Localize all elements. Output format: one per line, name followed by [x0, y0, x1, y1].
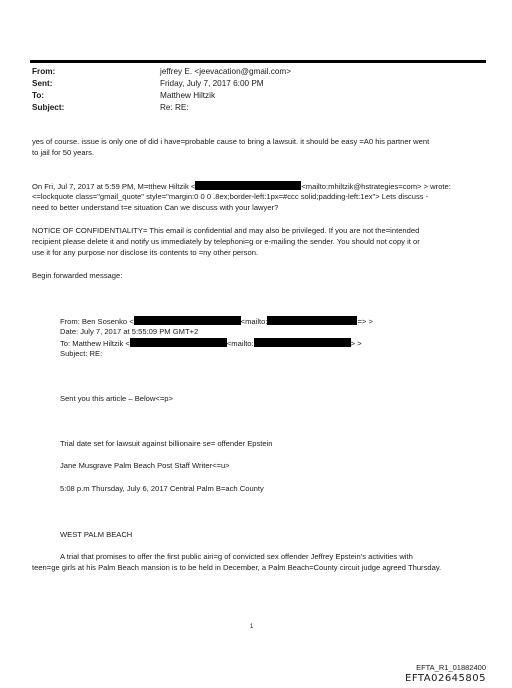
redaction-block	[254, 338, 351, 347]
sent-article-line: Sent you this article – Below<=p>	[60, 394, 173, 403]
article-para-line-1: A trial that promises to offer the first public airi=g of convicted sex offender Jeffrey Epstein's activities with	[60, 552, 413, 561]
redaction-block	[267, 316, 357, 325]
begin-forwarded: Begin forwarded message:	[32, 271, 123, 280]
article-location: WEST PALM BEACH	[60, 530, 133, 539]
notice-line-3: use it for any purpose nor disclose its contents to =ny other person.	[32, 248, 259, 257]
redaction-block	[134, 316, 241, 325]
document-id: EFTA_R1_01882400	[416, 663, 486, 672]
article-para-line-2: teen=ge girls at his Palm Beach mansion is to be held in December, a Palm Beach=County circuit judge agreed Thursday.	[32, 563, 442, 572]
redaction-block	[195, 181, 301, 190]
subject-value: Re: RE:	[160, 103, 189, 112]
fwd-from-start: From: Ben Sosenko <	[60, 317, 134, 326]
sent-value: Friday, July 7, 2017 6:00 PM	[160, 79, 264, 88]
redaction-block	[130, 338, 227, 347]
quote-line-1	[32, 181, 451, 193]
quote-line-1-end: <mailto:mhiltzik@hstrategies=com> > wrote:	[301, 182, 451, 191]
article-dateline: 5:08 p.m Thursday, July 6, 2017 Central Palm B=ach County	[60, 484, 264, 493]
fwd-subject-line: Subject: RE:	[60, 349, 103, 358]
fwd-from-line	[60, 316, 373, 328]
quote-line-2: <=lockquote class="gmail_quote" style="margin:0 0 0 .8ex;border-left:1px=#ccc solid;padding-left:1ex"> Lets discuss -	[32, 192, 429, 201]
page-number: 1	[250, 624, 254, 630]
subject-label: Subject:	[32, 103, 65, 112]
article-byline: Jane Musgrave Palm Beach Post Staff Writer<=u>	[60, 461, 230, 470]
fwd-from-mailto: <mailto:	[240, 317, 268, 326]
article-title: Trial date set for lawsuit against billionaire se= offender Epstein	[60, 439, 273, 448]
notice-line-1: NOTICE OF CONFIDENTIALITY= This email is confidential and may also be privileged. If you are not the=intended	[32, 226, 420, 235]
sent-label: Sent:	[32, 79, 53, 88]
from-value: jeffrey E. <jeevacation@gmail.com>	[160, 67, 292, 76]
quote-line-3: need to better understand t=e situation Can we discuss with your lawyer?	[32, 203, 279, 212]
fwd-to-start: To: Matthew Hiltzik <	[60, 339, 130, 348]
fwd-to-end: > >	[350, 339, 362, 348]
notice-line-2: recipient please delete it and notify us immediately by telephoni=g or e-mailing the sender. You should not copy it or	[32, 237, 420, 246]
fwd-from-end: => >	[357, 317, 373, 326]
fwd-to-line	[60, 338, 362, 350]
to-value: Matthew Hiltzik	[160, 91, 216, 100]
document-id-secondary: EFTA02645805	[405, 673, 486, 684]
header-rule	[30, 60, 486, 63]
reply-line-2: to jail for 50 years.	[32, 148, 95, 157]
reply-line-1: yes of course. issue is only one of did i have=probable cause to bring a lawsuit. it should be easy =A0 his partner went	[32, 137, 430, 146]
quote-line-1-start: On Fri, Jul 7, 2017 at 5:59 PM, M=tthew Hiltzik <	[32, 182, 196, 191]
fwd-to-mailto: <mailto:	[226, 339, 254, 348]
fwd-date-line: Date: July 7, 2017 at 5:55:09 PM GMT+2	[60, 327, 199, 336]
from-label: From:	[32, 67, 56, 76]
to-label: To:	[32, 91, 45, 100]
